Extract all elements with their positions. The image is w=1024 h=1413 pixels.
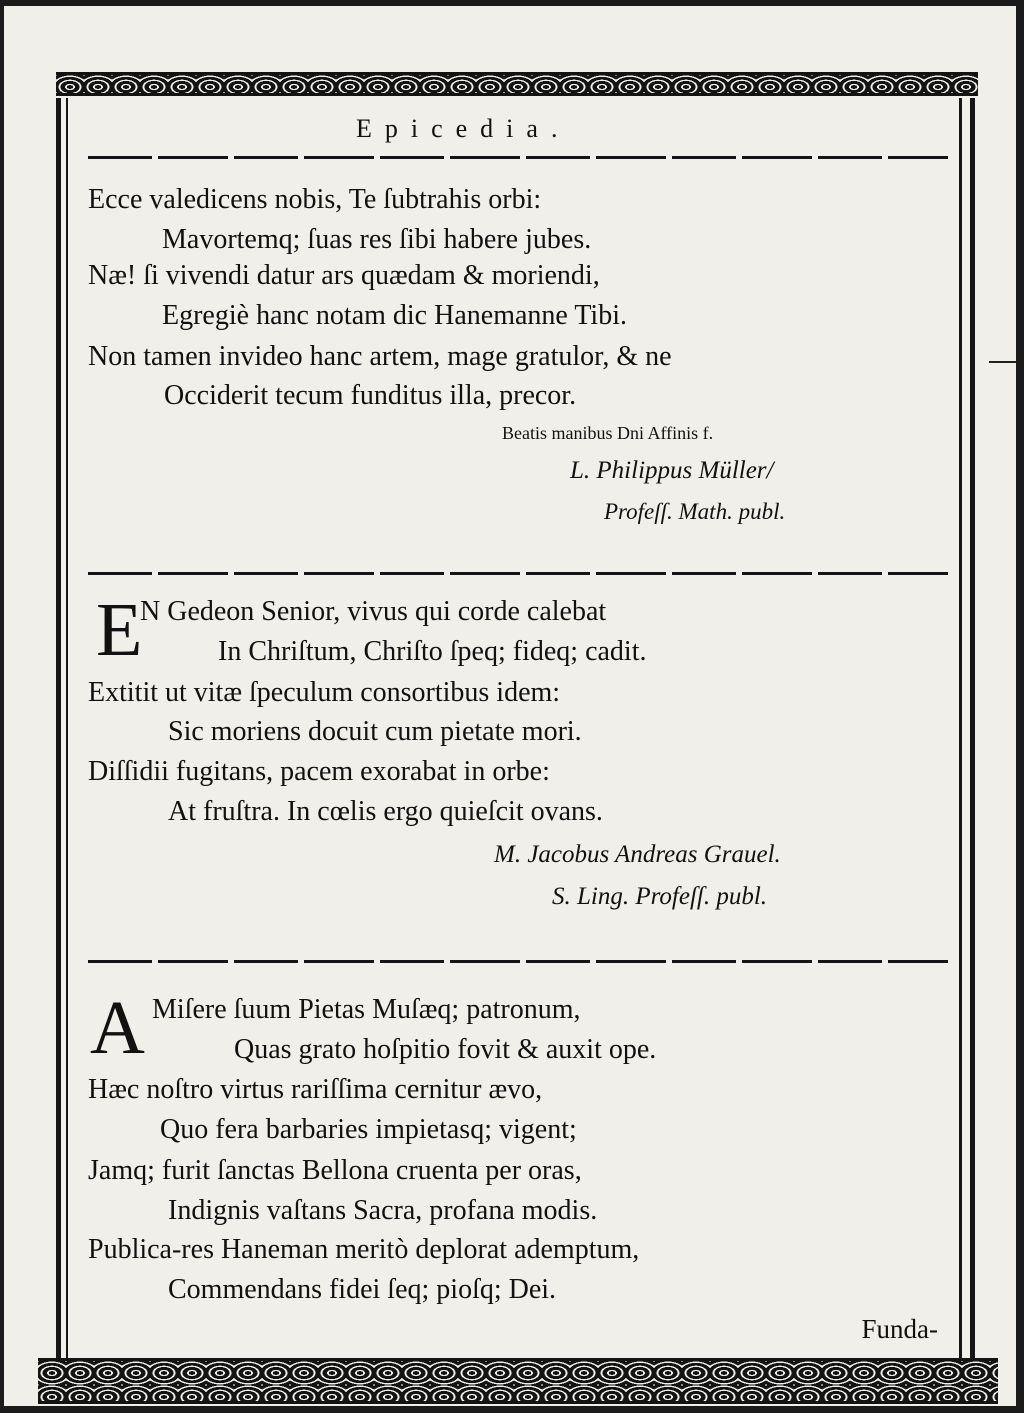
poem2-line-1: N Gedeon Senior, vivus qui corde calebat (140, 596, 607, 627)
page-header: Epicedia. (356, 114, 571, 143)
poem2-line-2: In Chriſtum, Chriſto ſpeq; fideq; cadit. (218, 636, 647, 667)
poem2-author-name: M. Jacobus Andreas Grauel. (494, 841, 781, 868)
poem3-dropcap: A (90, 986, 145, 1070)
poem3-line-5: Jamq; furit ſanctas Bellona cruenta per oras, (88, 1155, 582, 1186)
top-ornament-border (56, 72, 978, 96)
poem2-line-6: At fruſtra. In cœlis ergo quieſcit ovans. (168, 796, 603, 827)
poem2-author-title: S. Ling. Profeſſ. publ. (552, 883, 768, 910)
poem3-line-8: Commendans fidei ſeq; pioſq; Dei. (168, 1274, 557, 1305)
poem1-rule (88, 572, 948, 575)
poem1-line-2: Mavortemq; ſuas res ſibi habere jubes. (162, 224, 592, 255)
poem1-line-1: Ecce valedicens nobis, Te ſubtrahis orbi: (88, 184, 542, 215)
header-rule (88, 156, 948, 159)
poem3-line-6: Indignis vaſtans Sacra, profana modis. (168, 1195, 598, 1226)
poem3-line-3: Hæc noſtro virtus rariſſima cernitur ævo, (88, 1074, 543, 1105)
poem2-dropcap: E (96, 588, 143, 672)
poem3-line-1: Miſere ſuum Pietas Muſæq; patronum, (152, 994, 581, 1025)
poem3-line-2: Quas grato hoſpitio fovit & auxit ope. (234, 1034, 657, 1065)
poem1-author-title: Profeſſ. Math. publ. (604, 499, 786, 524)
frame-left-inner (66, 98, 68, 1358)
poem2-line-5: Diſſidii fugitans, pacem exorabat in orbe: (88, 756, 550, 787)
poem1-author-name: L. Philippus Müller/ (570, 457, 774, 484)
document-page (4, 6, 1016, 1406)
margin-mark (989, 361, 1016, 363)
catchword: Funda- (861, 1314, 938, 1344)
bottom-ornament-border (38, 1358, 998, 1404)
frame-left-outer (56, 98, 61, 1358)
poem2-line-4: Sic moriens docuit cum pietate mori. (168, 716, 582, 747)
poem3-line-4: Quo fera barbaries impietasq; vigent; (160, 1114, 577, 1145)
poem2-line-3: Extitit ut vitæ ſpeculum consortibus idem: (88, 677, 561, 708)
poem1-line-5: Non tamen invideo hanc artem, mage gratulor, & ne (88, 341, 672, 372)
poem1-dedication: Beatis manibus Dni Affinis f. (502, 423, 714, 443)
frame-right-outer (970, 98, 975, 1358)
poem2-rule (88, 960, 948, 963)
frame-right-inner (959, 98, 962, 1358)
poem1-line-4: Egregiè hanc notam dic Hanemanne Tibi. (162, 300, 627, 331)
poem1-line-3: Næ! ſi vivendi datur ars quædam & moriendi, (88, 260, 600, 291)
poem1-line-6: Occiderit tecum funditus illa, precor. (164, 380, 577, 411)
poem3-line-7: Publica-res Haneman meritò deplorat ademptum, (88, 1234, 640, 1265)
